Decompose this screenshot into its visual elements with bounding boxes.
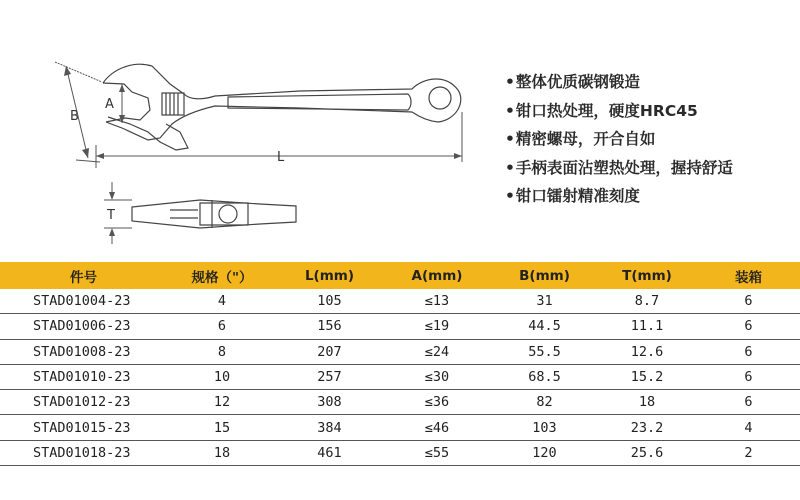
table-cell: 257: [277, 364, 382, 389]
table-row: [0, 364, 800, 389]
table-cell: 105: [277, 289, 382, 314]
table-cell: ≤55: [382, 440, 492, 465]
spec-table: [0, 262, 800, 466]
table-cell: 23.2: [597, 415, 697, 440]
feature-item: • 手柄表面沾塑热处理，握持舒适: [505, 154, 733, 183]
column-header: 规格（"）: [167, 262, 277, 289]
table-cell: 6: [697, 364, 800, 389]
table-cell: 12.6: [597, 339, 697, 364]
table-cell: ≤46: [382, 415, 492, 440]
table-cell: 156: [277, 314, 382, 339]
table-cell: 207: [277, 339, 382, 364]
table-cell: STAD01015-23: [0, 415, 167, 440]
table-cell: 18: [597, 390, 697, 415]
feature-item: • 钳口镭射精准刻度: [505, 182, 733, 211]
table-cell: 4: [167, 289, 277, 314]
table-row: [0, 390, 800, 415]
column-header: L(mm): [277, 262, 382, 289]
table-cell: 12: [167, 390, 277, 415]
column-header: B(mm): [492, 262, 597, 289]
table-cell: 103: [492, 415, 597, 440]
table-cell: 18: [167, 440, 277, 465]
table-cell: STAD01008-23: [0, 339, 167, 364]
feature-item: • 整体优质碳钢锻造: [505, 68, 733, 97]
table-cell: 55.5: [492, 339, 597, 364]
table-cell: STAD01012-23: [0, 390, 167, 415]
feature-item: • 钳口热处理，硬度HRC45: [505, 97, 733, 126]
table-cell: 68.5: [492, 364, 597, 389]
label-a: A: [105, 97, 114, 112]
table-cell: 6: [167, 314, 277, 339]
column-header: 装箱: [697, 262, 800, 289]
table-cell: 8.7: [597, 289, 697, 314]
table-cell: 25.6: [597, 440, 697, 465]
table-cell: 6: [697, 390, 800, 415]
table-cell: 8: [167, 339, 277, 364]
feature-item: • 精密螺母，开合自如: [505, 125, 733, 154]
table-cell: STAD01004-23: [0, 289, 167, 314]
table-cell: ≤19: [382, 314, 492, 339]
table-row: [0, 314, 800, 339]
label-l: L: [277, 150, 285, 165]
table-cell: 44.5: [492, 314, 597, 339]
table-cell: 31: [492, 289, 597, 314]
table-cell: ≤24: [382, 339, 492, 364]
table-cell: 6: [697, 314, 800, 339]
table-cell: 384: [277, 415, 382, 440]
table-cell: 308: [277, 390, 382, 415]
table-cell: 461: [277, 440, 382, 465]
wrench-side-view-icon: [132, 200, 296, 228]
table-cell: 6: [697, 289, 800, 314]
label-t: T: [107, 208, 115, 223]
table-cell: STAD01006-23: [0, 314, 167, 339]
table-row: [0, 339, 800, 364]
table-row: [0, 440, 800, 465]
table-cell: 6: [697, 339, 800, 364]
table-cell: ≤30: [382, 364, 492, 389]
column-header: T(mm): [597, 262, 697, 289]
table-body: [0, 289, 800, 466]
table-cell: 11.1: [597, 314, 697, 339]
column-header: 件号: [0, 262, 167, 289]
table-cell: 10: [167, 364, 277, 389]
table-cell: 82: [492, 390, 597, 415]
table-cell: 120: [492, 440, 597, 465]
feature-list: [505, 68, 733, 211]
table-cell: ≤36: [382, 390, 492, 415]
table-row: [0, 415, 800, 440]
table-cell: 15: [167, 415, 277, 440]
table-cell: STAD01010-23: [0, 364, 167, 389]
table-cell: 4: [697, 415, 800, 440]
column-header: A(mm): [382, 262, 492, 289]
table-cell: 15.2: [597, 364, 697, 389]
table-header-row: [0, 262, 800, 289]
table-cell: STAD01018-23: [0, 440, 167, 465]
table-cell: ≤13: [382, 289, 492, 314]
table-cell: 2: [697, 440, 800, 465]
label-b: B: [70, 109, 79, 124]
table-row: [0, 289, 800, 314]
wrench-top-view-icon: [103, 64, 461, 150]
